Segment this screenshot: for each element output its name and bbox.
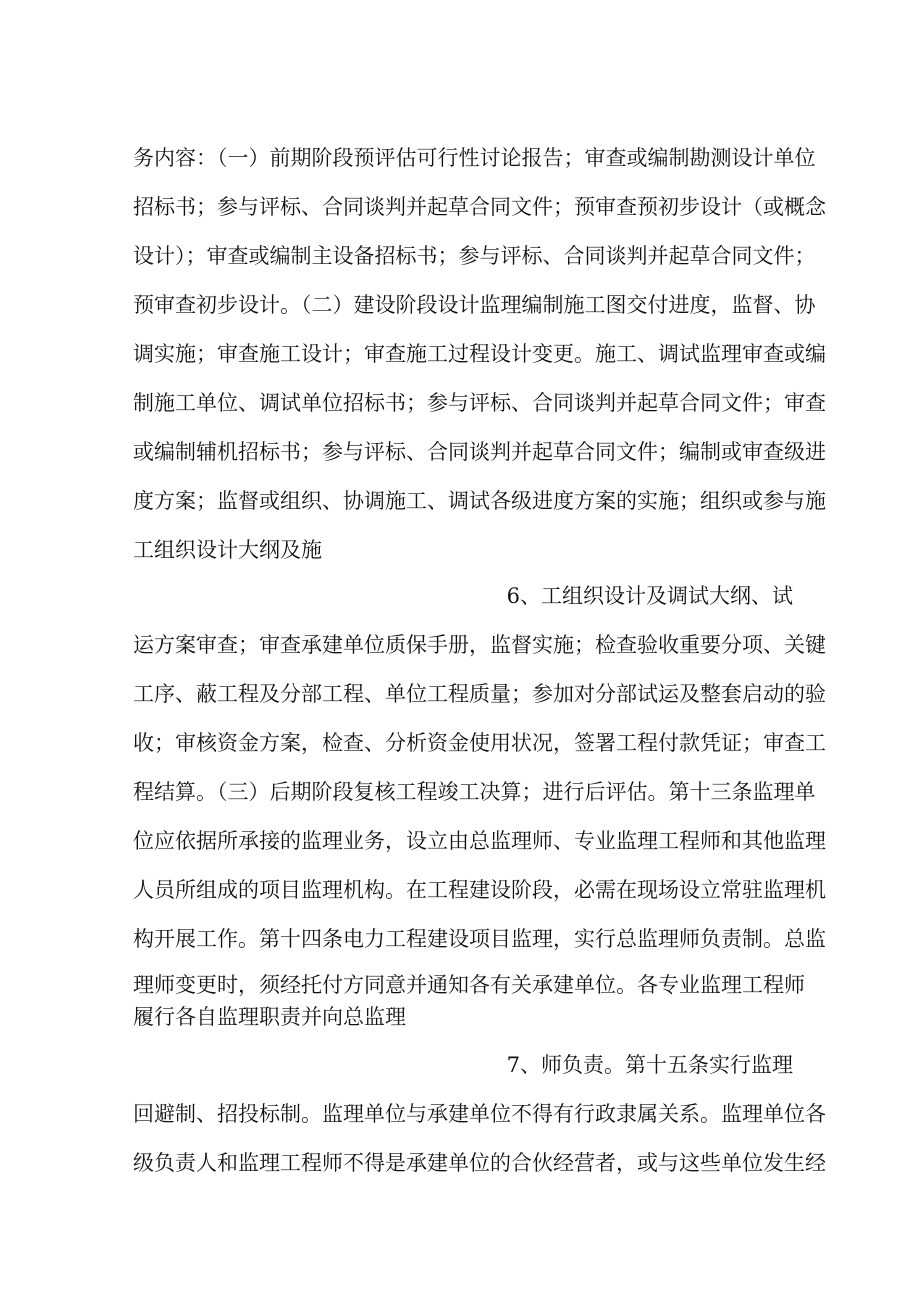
paragraph-line: 收；审核资金方案，检查、分析资金使用状况，签署工程付款凭证；审查工 — [133, 731, 826, 755]
paragraph-line: 预审查初步设计。（二）建设阶段设计监理编制施工图交付进度，监督、协 — [133, 293, 816, 317]
paragraph-line: 程结算。（三）后期阶段复核工程竣工决算；进行后评估。第十三条监理单 — [133, 780, 816, 804]
paragraph-line: 履行各自监理职责并向总监理 — [133, 1005, 406, 1029]
paragraph-line: 工序、蔽工程及分部工程、单位工程质量；参加对分部试运及整套启动的验 — [133, 682, 826, 706]
paragraph-line: 运方案审查；审查承建单位质保手册，监督实施；检查验收重要分项、关键 — [133, 633, 826, 657]
paragraph-line: 度方案；监督或组织、协调施工、调试各级进度方案的实施；组织或参与施 — [133, 489, 826, 513]
paragraph-line: 位应依据所承接的监理业务，设立由总监理师、专业监理工程师和其他监理 — [133, 829, 826, 853]
paragraph-line: 构开展工作。第十四条电力工程建设项目监理，实行总监理师负责制。总监 — [133, 927, 826, 951]
paragraph-line: 招标书；参与评标、合同谈判并起草合同文件；预审查预初步设计（或概念 — [133, 195, 826, 219]
section-number-line: 6、工组织设计及调试大纲、试 — [506, 584, 793, 608]
paragraph-line: 工组织设计大纲及施 — [133, 538, 322, 562]
section-number-line: 7、师负责。第十五条实行监理 — [506, 1053, 793, 1077]
paragraph-line: 级负责人和监理工程师不得是承建单位的合伙经营者，或与这些单位发生经 — [133, 1151, 826, 1175]
paragraph-line: 调实施；审查施工设计；审查施工过程设计变更。施工、调试监理审查或编 — [133, 342, 826, 366]
paragraph-line: 设计）；审查或编制主设备招标书；参与评标、合同谈判并起草合同文件； — [133, 244, 816, 268]
paragraph-line: 务内容：（一）前期阶段预评估可行性讨论报告；审查或编制勘测设计单位 — [133, 146, 816, 170]
paragraph-line: 回避制、招投标制。监理单位与承建单位不得有行政隶属关系。监理单位各 — [133, 1102, 826, 1126]
paragraph-line: 或编制辅机招标书；参与评标、合同谈判并起草合同文件；编制或审查级进 — [133, 440, 826, 464]
paragraph-line: 人员所组成的项目监理机构。在工程建设阶段，必需在现场设立常驻监理机 — [133, 878, 826, 902]
paragraph-line: 理师变更时，须经托付方同意并通知各有关承建单位。各专业监理工程师 — [133, 973, 805, 997]
paragraph-line: 制施工单位、调试单位招标书；参与评标、合同谈判并起草合同文件；审查 — [133, 391, 826, 415]
